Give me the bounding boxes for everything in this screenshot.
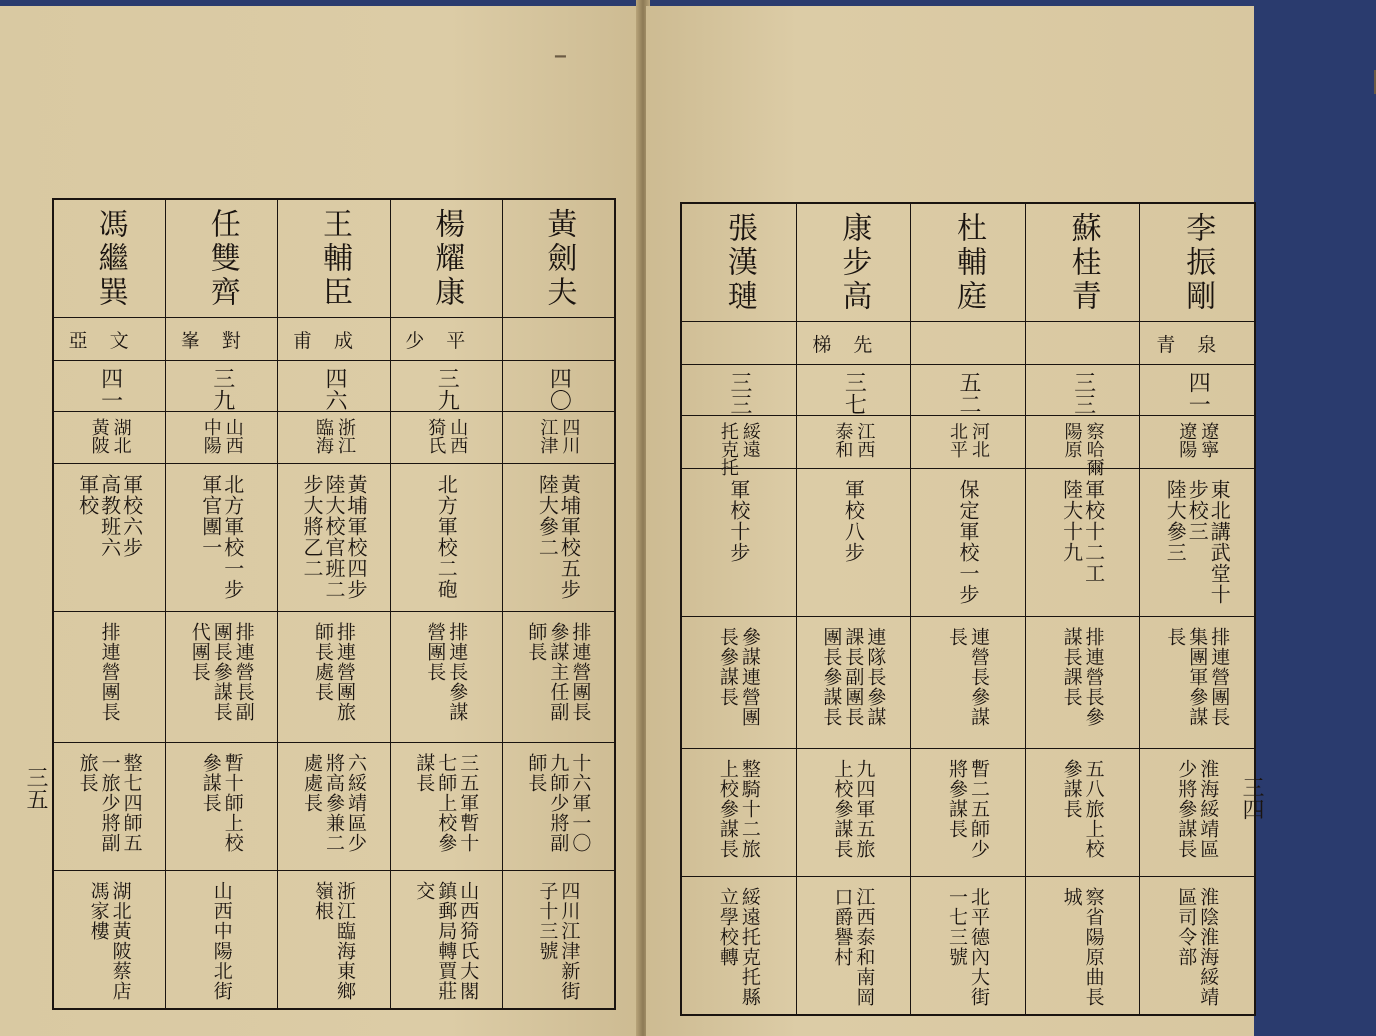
age-cell	[1140, 365, 1254, 416]
name-cell	[797, 204, 911, 322]
career-cell	[278, 612, 389, 744]
person-career: 排連營長參 謀長課長	[1060, 626, 1105, 727]
person-address: 淮陰淮海綏靖 區司令部	[1175, 886, 1220, 1007]
roster-table-left	[52, 198, 616, 1010]
person-education: 軍校十步	[726, 478, 751, 563]
person-age: 四〇	[546, 366, 572, 411]
zi-cell	[682, 322, 796, 365]
person-name: 黃劍夫	[541, 208, 577, 310]
current-cell	[682, 749, 796, 877]
person-column	[1025, 204, 1140, 1014]
native-cell	[1026, 416, 1140, 476]
person-current: 九四軍五旅 上校參謀長	[831, 758, 876, 859]
address-cell	[1026, 877, 1140, 1014]
person-age: 四一	[1185, 370, 1211, 415]
roster-table-right	[680, 202, 1256, 1016]
person-education: 東北講武堂十 步校三 陸大參三	[1163, 478, 1232, 605]
person-native: 四川 江津	[537, 417, 581, 454]
age-cell	[54, 361, 165, 412]
person-address: 綏遠托克托縣 立學校轉	[716, 886, 761, 1007]
person-zi: 亞文	[68, 329, 151, 352]
person-age: 三三	[726, 370, 752, 415]
education-cell	[278, 464, 389, 612]
zi-cell	[166, 318, 277, 361]
person-column	[1139, 204, 1254, 1014]
name-cell	[166, 200, 277, 318]
person-native: 綏遠 托克托	[717, 421, 761, 476]
address-cell	[166, 871, 277, 1008]
career-cell	[391, 612, 502, 744]
person-age: 三九	[209, 366, 235, 411]
person-education: 黃埔軍校五步 陸大參二	[535, 474, 582, 601]
zi-cell	[503, 318, 614, 361]
education-cell	[911, 469, 1025, 617]
person-native: 江西 泰和	[832, 421, 876, 458]
page-number: 三五	[23, 766, 48, 810]
person-current: 淮海綏靖區 少將參謀長	[1175, 758, 1220, 859]
right-page	[646, 6, 1264, 1036]
current-cell	[391, 743, 502, 871]
person-name: 王輔臣	[316, 208, 352, 310]
address-cell	[54, 871, 165, 1008]
person-career: 參謀連營團 長參謀長	[716, 626, 761, 727]
current-cell	[278, 743, 389, 871]
person-native: 山西 中陽	[200, 417, 244, 454]
age-cell	[682, 365, 796, 416]
person-education: 保定軍校一步	[956, 478, 981, 605]
address-cell	[1140, 877, 1254, 1014]
person-career: 排連營團旅 師長處長	[311, 621, 356, 722]
person-age: 三九	[434, 366, 460, 411]
person-column	[165, 200, 277, 1008]
person-name: 李振剛	[1180, 212, 1216, 314]
name-cell	[682, 204, 796, 322]
person-career: 排連長參謀 營團長	[424, 621, 469, 722]
page-smudge: ▁	[555, 42, 568, 58]
person-zi: 甫成	[292, 329, 375, 352]
person-native: 山西 猗氏	[425, 417, 469, 454]
person-career: 排連營團長 集團軍參謀 長	[1164, 626, 1231, 727]
name-cell	[391, 200, 502, 318]
career-cell	[54, 612, 165, 744]
education-cell	[391, 464, 502, 612]
age-cell	[1026, 365, 1140, 416]
career-cell	[797, 617, 911, 749]
person-age: 三七	[841, 370, 867, 415]
person-address: 四川江津新街 子十三號	[536, 881, 581, 1002]
person-native: 察哈爾 陽原	[1061, 421, 1105, 476]
native-cell	[166, 412, 277, 465]
education-cell	[54, 464, 165, 612]
person-current: 暫二五師少 將參謀長	[946, 758, 991, 859]
name-cell	[911, 204, 1025, 322]
person-name: 楊耀康	[429, 208, 465, 310]
native-cell	[1140, 416, 1254, 469]
zi-cell	[911, 322, 1025, 365]
career-cell	[1026, 617, 1140, 749]
age-cell	[911, 365, 1025, 416]
person-name: 杜輔庭	[951, 212, 987, 314]
career-cell	[682, 617, 796, 749]
address-cell	[682, 877, 796, 1014]
education-cell	[166, 464, 277, 612]
zi-cell	[1140, 322, 1254, 365]
native-cell	[54, 412, 165, 465]
zi-cell	[54, 318, 165, 361]
address-cell	[911, 877, 1025, 1014]
native-cell	[503, 412, 614, 465]
career-cell	[1140, 617, 1254, 749]
education-cell	[1026, 469, 1140, 617]
person-current: 整騎十二旅 上校參謀長	[716, 758, 761, 859]
person-native: 河北 北平	[947, 421, 991, 458]
person-current: 十六軍一〇 九師少將副 師長	[525, 753, 592, 854]
current-cell	[166, 743, 277, 871]
age-cell	[278, 361, 389, 412]
age-cell	[503, 361, 614, 412]
zi-cell	[797, 322, 911, 365]
person-age: 五二	[956, 370, 982, 415]
zi-cell	[278, 318, 389, 361]
address-cell	[503, 871, 614, 1008]
current-cell	[503, 743, 614, 871]
education-cell	[1140, 469, 1254, 617]
address-cell	[391, 871, 502, 1008]
native-cell	[391, 412, 502, 465]
person-education: 黃埔軍校四步 陸大校官班二 步大將乙二	[299, 474, 368, 601]
zi-cell	[391, 318, 502, 361]
person-current: 暫十師上校 參謀長	[199, 753, 244, 854]
person-career: 連營長參謀 長	[946, 626, 991, 727]
name-cell	[278, 200, 389, 318]
person-zi: 青泉	[1156, 334, 1239, 357]
address-cell	[278, 871, 389, 1008]
age-cell	[797, 365, 911, 416]
person-current: 三五軍暫十 七師上校參 謀長	[413, 753, 480, 854]
age-cell	[391, 361, 502, 412]
left-page	[0, 6, 640, 1036]
person-current: 整七四師五 一旅少將副 旅長	[76, 753, 143, 854]
current-cell	[1026, 749, 1140, 877]
person-native: 遼寧 遼陽	[1176, 421, 1220, 458]
native-cell	[911, 416, 1025, 469]
career-cell	[911, 617, 1025, 749]
current-cell	[54, 743, 165, 871]
native-cell	[797, 416, 911, 469]
person-column	[390, 200, 502, 1008]
person-address: 察省陽原曲長 城	[1060, 886, 1105, 1007]
current-cell	[911, 749, 1025, 877]
address-cell	[797, 877, 911, 1014]
zi-cell	[1026, 322, 1140, 365]
name-cell	[1140, 204, 1254, 322]
person-name: 任雙齊	[204, 208, 240, 310]
person-column	[682, 204, 796, 1014]
person-address: 湖北黃陂蔡店 馮家樓	[87, 881, 132, 1002]
person-column	[54, 200, 165, 1008]
education-cell	[682, 469, 796, 617]
person-column	[796, 204, 911, 1014]
person-education: 軍校十二工 陸大十九	[1059, 478, 1106, 584]
name-cell	[1026, 204, 1140, 322]
person-age: 四一	[97, 366, 123, 411]
education-cell	[503, 464, 614, 612]
person-address: 浙江臨海東鄉 嶺根	[311, 881, 356, 1002]
person-address: 北平德內大街 一七三號	[946, 886, 991, 1007]
person-address: 江西泰和南岡 口爵譽村	[831, 886, 876, 1007]
person-column	[277, 200, 389, 1008]
person-name: 康步高	[836, 212, 872, 314]
person-native: 湖北 黃陂	[88, 417, 132, 454]
person-name: 蘇桂青	[1065, 212, 1101, 314]
person-name: 馮繼巽	[92, 208, 128, 310]
person-education: 軍校六步 高教班六 軍校	[75, 474, 144, 559]
person-address: 山西中陽北街	[210, 881, 233, 1002]
native-cell	[682, 416, 796, 476]
current-cell	[797, 749, 911, 877]
person-zi: 梯先	[812, 334, 895, 357]
career-cell	[166, 612, 277, 744]
person-age: 三三	[1070, 370, 1096, 415]
native-cell	[278, 412, 389, 465]
person-career: 排連營長副 團長參謀長 代團長	[188, 621, 255, 722]
person-education: 軍校八步	[841, 478, 866, 563]
name-cell	[503, 200, 614, 318]
person-age: 四六	[321, 366, 347, 411]
person-education: 北方軍校一步 軍官團一	[198, 474, 245, 601]
person-column	[502, 200, 614, 1008]
person-career: 排連營團長 參謀主任副 師長	[525, 621, 592, 722]
person-career: 排連營團長	[98, 621, 121, 722]
education-cell	[797, 469, 911, 617]
name-cell	[54, 200, 165, 318]
person-current: 五八旅上校 參謀長	[1060, 758, 1105, 859]
person-name: 張漢璉	[721, 212, 757, 314]
person-education: 北方軍校二砲	[434, 474, 459, 601]
person-column	[910, 204, 1025, 1014]
page-number: 三四	[1239, 776, 1264, 820]
person-career: 連隊長參謀 課長副團長 團長參謀長	[820, 626, 887, 727]
person-current: 六綏靖區少 將高參兼二 處處長	[300, 753, 367, 854]
age-cell	[166, 361, 277, 412]
person-address: 山西猗氏大閣 鎮郵局轉賈莊 交	[413, 881, 480, 1002]
person-zi: 峯對	[180, 329, 263, 352]
person-zi: 少平	[405, 329, 488, 352]
career-cell	[503, 612, 614, 744]
person-native: 浙江 臨海	[312, 417, 356, 454]
